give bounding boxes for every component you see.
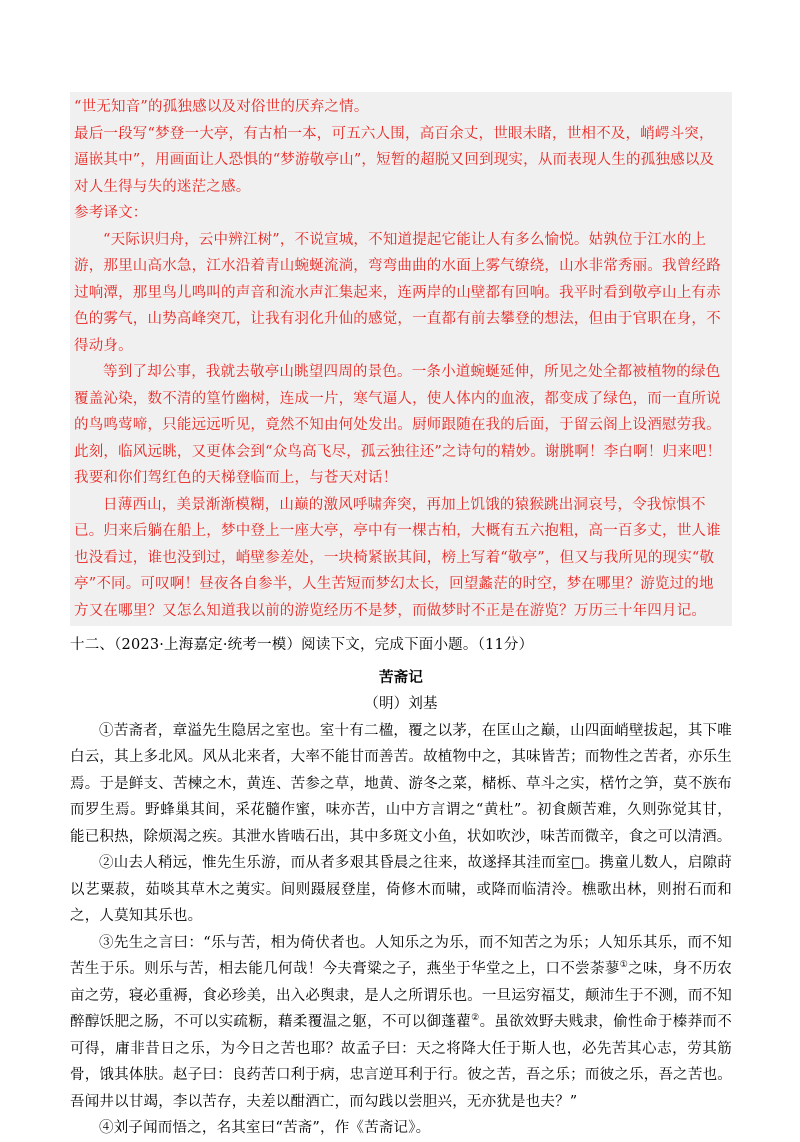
- passage-author: （明）刘基: [364, 696, 438, 712]
- paragraph-text: 之味，身不历农亩之劳，寝必重褥，食必珍美，出入必舆隶，是人之所谓乐也。一旦运穷福艾，颠沛生于不测，而不知醉醇饫肥之肠，不可以实疏粝，藉柔覆温之躯，不可以御蓬藋: [70, 961, 732, 1030]
- passage-paragraph-1: ①苦斋者，章溢先生隐居之室也。室十有二楹，覆之以茅，在匡山之巅，山四面峭壁拔起，其下唯白云，其上多北风。风从北来者，大率不能甘而善苦。故植物中之，其味皆苦；而物性之苦者，亦乐生焉。于是鲜支、苦楝之木，黄连、苦参之草，地黄、游冬之菜，槠栎、草斗之实，楛竹之笋，莫不族布而罗生焉。野蜂巢其间，采花髓作蜜，味亦苦，山中方言谓之“黄杜”。初食颇苦难，久则弥觉其甘，能已积热，除烦渴之疾。其泄水皆啮石出，其中多斑文小鱼，状如吹沙，味苦而微辛，食之可以清酒。: [70, 722, 732, 845]
- translation-label: 参考译文：: [74, 205, 148, 221]
- translation-paragraph: 等到了却公事，我就去敬亭山眺望四周的景色。一条小道蜿蜒延伸，所见之处全都被植物的绿色覆盖沁染，数不清的篁竹幽树，连成一片，寒气逼人，使人体内的血液，都变成了绿色，而一直所说的鸟鸣莺啼，只能远远听见，竟然不知由何处发出。厨师跟随在我的后面，于留云阁上设酒慰劳我。此刻，临风远眺，又更体会到“众鸟高飞尽，孤云独往还”之诗句的精妙。谢朓啊！李白啊！归来吧！我要和你们驾红色的天梯登临而上，与苍天对话！: [74, 364, 722, 486]
- passage-paragraph-4: ④刘子闻而悟之，名其室曰“苦斋”，作《苦斋记》。: [99, 1120, 431, 1136]
- paragraph-text: ③先生之言曰：“乐与苦，相为倚伏者也。人知乐之为乐，而不知苦之为乐；人知乐其乐，而不知苦生于乐。则乐与苦，相去能几何哉！今夫膏粱之子，燕坐于华堂之上，口不尝荼蓼: [70, 934, 732, 977]
- paragraph-text: 。虽欲效野夫贱隶，偷性命于榛莽而不可得，庸非昔日之乐，为今日之苦也耶？故孟子曰：天之将降大任于斯人也，必先苦其心志，劳其筋骨，饿其体肤。赵子曰：良药苦口利于病，忠言逆耳利于行。彼之苦，吾之乐；而彼之乐，吾之苦也。吾闻井以甘竭，李以苦存，夫差以酣酒亡，而勾践以尝胆兴，无亦犹是也夫？”: [70, 1014, 732, 1110]
- analysis-line: 最后一段写“梦登一大亭，有古柏一本，可五六人围，高百余丈，世眼未睹，世相不及，峭崿斗突，逼嵌其中”，用画面让人恐惧的“梦游敬亭山”，短暂的超脱又回到现实，从而表现人生的孤独感以及对人生得与失的迷茫之感。: [74, 125, 715, 195]
- passage-title: 苦斋记: [378, 668, 424, 686]
- question-header: 十二、（2023·上海嘉定·统考一模）阅读下文，完成下面小题。（11分）: [70, 637, 534, 653]
- document-page: [70, 92, 732, 1142]
- translation-paragraph: 日薄西山，美景渐渐模糊，山巅的激风呼啸奔突，再加上饥饿的猿猴跳出洞哀号，令我惊惧不已。归来后躺在船上，梦中登上一座大亭，亭中有一棵古柏，大概有五六抱粗，高一百多丈，世人谁也没看过，谁也没到过，峭壁参差处，一块椅紧嵌其间，榜上写着“敬亭”，但又与我所见的现实“敬亭”不同。可叹啊！昼夜各自参半，人生苦短而梦幻太长，回望蠡茫的时空，梦在哪里？游览过的地方又在哪里？又怎么知道我以前的游览经历不是梦，而做梦时不正是在游览？万历三十年四月记。: [74, 496, 721, 619]
- footnote-marker-2: ②: [471, 1013, 480, 1024]
- passage-paragraph-3: [70, 930, 732, 1116]
- passage-paragraph-2: ②山去人稍远，惟先生乐游，而从者多艰其昏晨之往来，故遂择其洼而室□。携童儿数人，启隙莳以艺粟菽，茹啖其草木之荑实。间则蹑屐登崖，倚修木而啸，或降而临清泠。樵歌出林，则拊石而和之，人莫知其乐也。: [70, 855, 732, 924]
- answer-analysis-block: [70, 92, 732, 626]
- footnote-marker-1: ①: [619, 960, 629, 971]
- translation-paragraph: “天际识归舟，云中辨江树”，不说宣城，不知道提起它能让人有多么愉悦。姑孰位于江水的上游，那里山高水急，江水沿着青山蜿蜒流淌，弯弯曲曲的水面上雾气缭绕，山水非常秀丽。我曾经路过响潭，那里鸟儿鸣叫的声音和流水声汇集起来，连两岸的山壁都有回响。我平时看到敬亭山上有赤色的雾气，山势高峰突兀，让我有羽化升仙的感觉，一直都有前去攀登的想法，但由于官职在身，不得动身。: [74, 231, 721, 354]
- analysis-line: “世无知音”的孤独感以及对俗世的厌弃之情。: [74, 99, 369, 115]
